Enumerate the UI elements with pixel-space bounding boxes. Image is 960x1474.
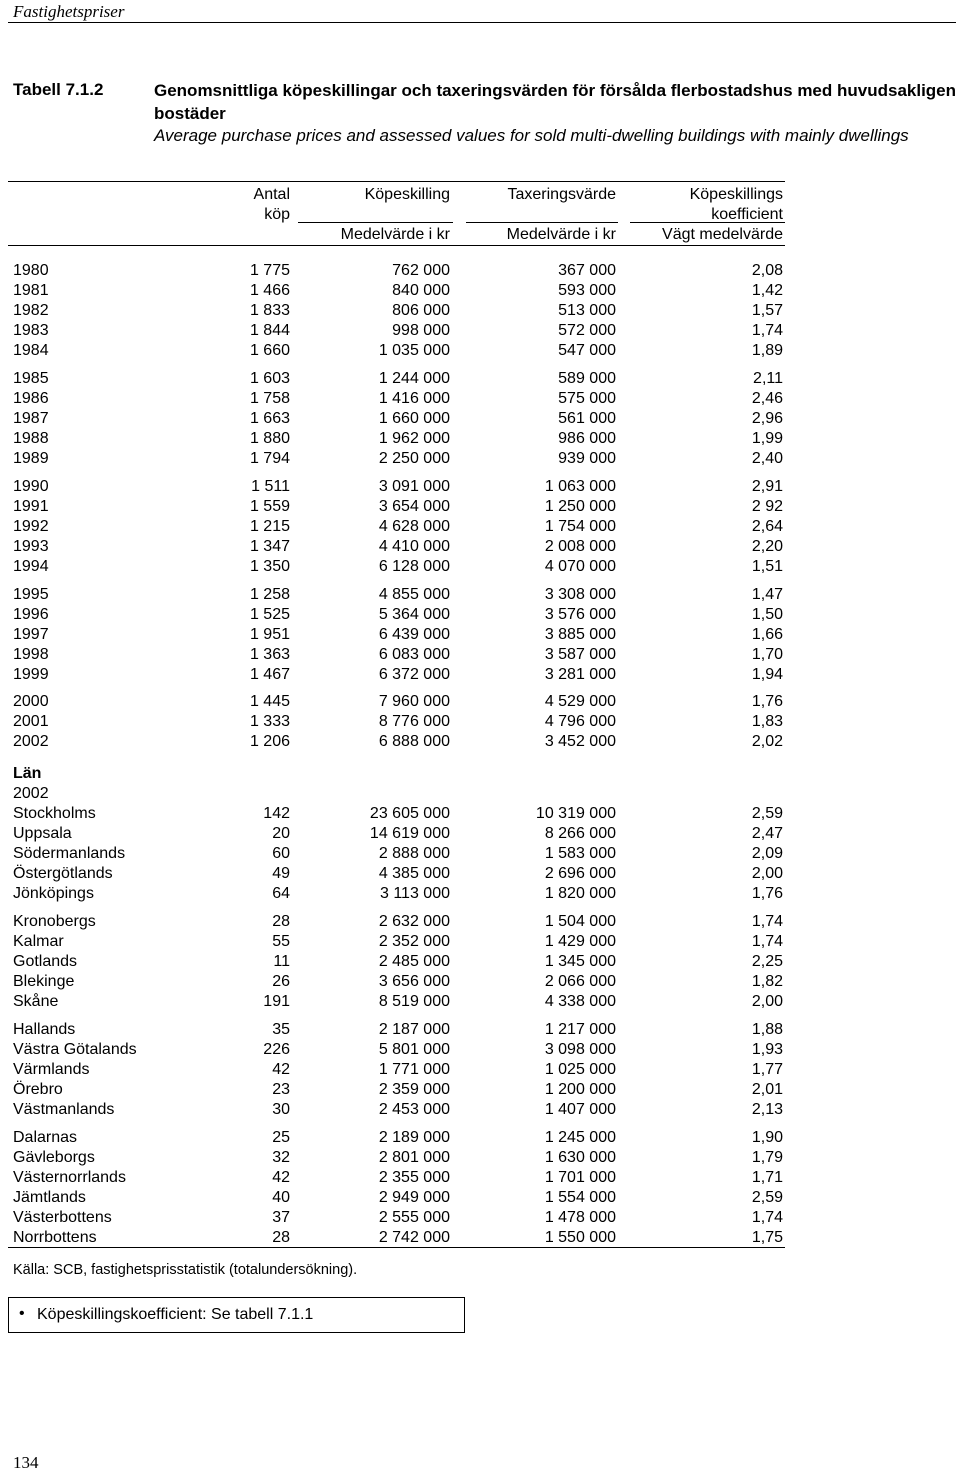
cell-taxeringsvarde: 1 478 000 bbox=[544, 1209, 616, 1226]
cell-antal: 1 880 bbox=[249, 430, 290, 447]
row-label: Stockholms bbox=[13, 805, 96, 822]
table-row bbox=[0, 1228, 960, 1248]
table-row bbox=[0, 389, 960, 409]
table-row bbox=[0, 972, 960, 992]
cell-antal: 1 467 bbox=[249, 666, 290, 683]
cell-kopeskilling: 6 439 000 bbox=[378, 626, 450, 643]
title-swedish: Genomsnittliga köpeskillingar och taxeringsvärden för försålda flerbostadshus med huvudsakligen bostäder bbox=[154, 81, 957, 123]
cell-koefficient: 2,01 bbox=[751, 1081, 783, 1098]
col-kopeskilling: Köpeskilling bbox=[364, 186, 450, 203]
table-row bbox=[0, 537, 960, 557]
cell-koefficient: 2,59 bbox=[751, 1189, 783, 1206]
table-row bbox=[0, 804, 960, 824]
cell-taxeringsvarde: 3 308 000 bbox=[544, 586, 616, 603]
cell-taxeringsvarde: 1 820 000 bbox=[544, 885, 616, 902]
cell-kopeskilling: 1 660 000 bbox=[378, 410, 450, 427]
cell-antal: 28 bbox=[272, 1229, 290, 1246]
row-label: 1998 bbox=[13, 646, 49, 663]
cell-kopeskilling: 4 855 000 bbox=[378, 586, 450, 603]
cell-koefficient: 1,74 bbox=[751, 322, 783, 339]
cell-koefficient: 1,93 bbox=[751, 1041, 783, 1058]
table-row bbox=[0, 1100, 960, 1120]
cell-koefficient: 2,25 bbox=[751, 953, 783, 970]
koef-sub-rule bbox=[630, 222, 785, 223]
cell-kopeskilling: 762 000 bbox=[392, 262, 450, 279]
table-row bbox=[0, 369, 960, 389]
cell-kopeskilling: 2 888 000 bbox=[378, 845, 450, 862]
cell-antal: 55 bbox=[272, 933, 290, 950]
cell-kopeskilling: 4 410 000 bbox=[378, 538, 450, 555]
cell-antal: 30 bbox=[272, 1101, 290, 1118]
row-label: Skåne bbox=[13, 993, 59, 1010]
cell-kopeskilling: 6 888 000 bbox=[378, 733, 450, 750]
cell-taxeringsvarde: 3 452 000 bbox=[544, 733, 616, 750]
cell-taxeringsvarde: 3 576 000 bbox=[544, 606, 616, 623]
row-label: Hallands bbox=[13, 1021, 76, 1038]
table-row bbox=[0, 1040, 960, 1060]
col-tax-sub: Medelvärde i kr bbox=[506, 226, 616, 243]
row-label: Jönköpings bbox=[13, 885, 94, 902]
table-row bbox=[0, 712, 960, 732]
cell-taxeringsvarde: 1 550 000 bbox=[544, 1229, 616, 1246]
cell-taxeringsvarde: 589 000 bbox=[558, 370, 616, 387]
row-label: 1981 bbox=[13, 282, 49, 299]
table-row bbox=[0, 409, 960, 429]
cell-kopeskilling: 2 632 000 bbox=[378, 913, 450, 930]
cell-antal: 1 559 bbox=[249, 498, 290, 515]
cell-antal: 191 bbox=[263, 993, 290, 1010]
table-row bbox=[0, 625, 960, 645]
cell-koefficient: 2,11 bbox=[753, 370, 783, 387]
cell-antal: 37 bbox=[272, 1209, 290, 1226]
table-row bbox=[0, 1060, 960, 1080]
col-taxeringsvarde: Taxeringsvärde bbox=[507, 186, 616, 203]
header-bottom-rule bbox=[8, 245, 785, 246]
cell-koefficient: 2,13 bbox=[751, 1101, 783, 1118]
cell-antal: 11 bbox=[273, 953, 290, 970]
row-label: Gävleborgs bbox=[13, 1149, 95, 1166]
cell-taxeringsvarde: 2 696 000 bbox=[544, 865, 616, 882]
cell-antal: 1 775 bbox=[249, 262, 290, 279]
cell-koefficient: 1,76 bbox=[751, 693, 783, 710]
table-row bbox=[0, 605, 960, 625]
table-row bbox=[0, 301, 960, 321]
cell-kopeskilling: 23 605 000 bbox=[369, 805, 450, 822]
bullet-icon: • bbox=[19, 1305, 25, 1322]
table-row bbox=[0, 1080, 960, 1100]
row-label: Södermanlands bbox=[13, 845, 126, 862]
cell-taxeringsvarde: 1 063 000 bbox=[544, 478, 616, 495]
cell-kopeskilling: 5 801 000 bbox=[378, 1041, 450, 1058]
cell-koefficient: 1,57 bbox=[751, 302, 783, 319]
row-label: 1996 bbox=[13, 606, 49, 623]
cell-kopeskilling: 4 628 000 bbox=[378, 518, 450, 535]
row-label: Västmanlands bbox=[13, 1101, 115, 1118]
cell-koefficient: 1,99 bbox=[751, 430, 783, 447]
cell-koefficient: 1,74 bbox=[751, 933, 783, 950]
cell-antal: 35 bbox=[272, 1021, 290, 1038]
row-label: 1984 bbox=[13, 342, 49, 359]
row-label: 1982 bbox=[13, 302, 49, 319]
row-label: 2000 bbox=[13, 693, 49, 710]
row-label: Örebro bbox=[13, 1081, 63, 1098]
cell-kopeskilling: 14 619 000 bbox=[369, 825, 450, 842]
table-row bbox=[0, 497, 960, 517]
table-row bbox=[0, 1188, 960, 1208]
cell-kopeskilling: 1 962 000 bbox=[378, 430, 450, 447]
cell-antal: 1 363 bbox=[249, 646, 290, 663]
cell-koefficient: 2,00 bbox=[751, 865, 783, 882]
cell-taxeringsvarde: 1 630 000 bbox=[544, 1149, 616, 1166]
cell-koefficient: 2,40 bbox=[751, 450, 783, 467]
cell-antal: 1 844 bbox=[249, 322, 290, 339]
cell-antal: 1 206 bbox=[249, 733, 290, 750]
cell-taxeringsvarde: 1 701 000 bbox=[544, 1169, 616, 1186]
cell-kopeskilling: 6 372 000 bbox=[378, 666, 450, 683]
cell-taxeringsvarde: 513 000 bbox=[558, 302, 616, 319]
cell-kopeskilling: 2 189 000 bbox=[378, 1129, 450, 1146]
table-row bbox=[0, 341, 960, 361]
row-label: Jämtlands bbox=[13, 1189, 86, 1206]
cell-koefficient: 2,09 bbox=[751, 845, 783, 862]
cell-kopeskilling: 806 000 bbox=[392, 302, 450, 319]
cell-antal: 142 bbox=[263, 805, 290, 822]
cell-taxeringsvarde: 547 000 bbox=[558, 342, 616, 359]
cell-taxeringsvarde: 3 281 000 bbox=[544, 666, 616, 683]
row-label: 1994 bbox=[13, 558, 49, 575]
cell-koefficient: 1,89 bbox=[751, 342, 783, 359]
table-row bbox=[0, 912, 960, 932]
cell-antal: 1 794 bbox=[249, 450, 290, 467]
cell-kopeskilling: 2 187 000 bbox=[378, 1021, 450, 1038]
row-label: 1988 bbox=[13, 430, 49, 447]
cell-antal: 40 bbox=[272, 1189, 290, 1206]
row-label: 1991 bbox=[13, 498, 49, 515]
cell-kopeskilling: 8 519 000 bbox=[378, 993, 450, 1010]
cell-taxeringsvarde: 2 066 000 bbox=[544, 973, 616, 990]
cell-antal: 1 445 bbox=[249, 693, 290, 710]
cell-taxeringsvarde: 1 245 000 bbox=[544, 1129, 616, 1146]
cell-kopeskilling: 2 355 000 bbox=[378, 1169, 450, 1186]
cell-antal: 1 350 bbox=[249, 558, 290, 575]
table-title bbox=[154, 80, 960, 148]
row-label: Västerbottens bbox=[13, 1209, 112, 1226]
cell-antal: 42 bbox=[272, 1169, 290, 1186]
cell-taxeringsvarde: 1 250 000 bbox=[544, 498, 616, 515]
row-label: Kronobergs bbox=[13, 913, 96, 930]
col-antal: Antal köp bbox=[253, 186, 290, 223]
table-row bbox=[0, 992, 960, 1012]
cell-koefficient: 2,08 bbox=[751, 262, 783, 279]
cell-taxeringsvarde: 367 000 bbox=[558, 262, 616, 279]
table-row bbox=[0, 429, 960, 449]
table-row bbox=[0, 1148, 960, 1168]
cell-koefficient: 2,46 bbox=[751, 390, 783, 407]
cell-kopeskilling: 1 771 000 bbox=[378, 1061, 450, 1078]
table-row bbox=[0, 864, 960, 884]
cell-kopeskilling: 8 776 000 bbox=[378, 713, 450, 730]
table-row bbox=[0, 824, 960, 844]
cell-koefficient: 1,51 bbox=[751, 558, 783, 575]
cell-koefficient: 1,70 bbox=[751, 646, 783, 663]
cell-antal: 1 951 bbox=[249, 626, 290, 643]
row-label: 1992 bbox=[13, 518, 49, 535]
cell-koefficient: 2,00 bbox=[751, 993, 783, 1010]
cell-koefficient: 1,94 bbox=[751, 666, 783, 683]
row-label: Västra Götalands bbox=[13, 1041, 137, 1058]
row-label: Västernorrlands bbox=[13, 1169, 126, 1186]
cell-antal: 226 bbox=[263, 1041, 290, 1058]
cell-antal: 32 bbox=[272, 1149, 290, 1166]
title-english: Average purchase prices and assessed values for sold multi-dwelling buildings with mainly dwellings bbox=[154, 126, 909, 145]
cell-kopeskilling: 2 250 000 bbox=[378, 450, 450, 467]
table-row bbox=[0, 1168, 960, 1188]
table-row bbox=[0, 692, 960, 712]
cell-antal: 28 bbox=[272, 913, 290, 930]
cell-taxeringsvarde: 1 754 000 bbox=[544, 518, 616, 535]
cell-antal: 1 663 bbox=[249, 410, 290, 427]
cell-koefficient: 2 92 bbox=[751, 498, 783, 515]
cell-koefficient: 1,88 bbox=[751, 1021, 783, 1038]
cell-taxeringsvarde: 4 529 000 bbox=[544, 693, 616, 710]
table-row bbox=[0, 1208, 960, 1228]
row-label: 1990 bbox=[13, 478, 49, 495]
cell-koefficient: 1,71 bbox=[751, 1169, 783, 1186]
cell-taxeringsvarde: 593 000 bbox=[558, 282, 616, 299]
cell-taxeringsvarde: 4 796 000 bbox=[544, 713, 616, 730]
table-row bbox=[0, 932, 960, 952]
table-row bbox=[0, 1128, 960, 1148]
cell-taxeringsvarde: 939 000 bbox=[558, 450, 616, 467]
cell-koefficient: 1,50 bbox=[751, 606, 783, 623]
cell-koefficient: 1,75 bbox=[751, 1229, 783, 1246]
row-label: 2002 bbox=[13, 733, 49, 750]
cell-antal: 20 bbox=[272, 825, 290, 842]
table-row bbox=[0, 557, 960, 577]
cell-kopeskilling: 3 654 000 bbox=[378, 498, 450, 515]
table-row bbox=[0, 585, 960, 605]
row-label: Dalarnas bbox=[13, 1129, 78, 1146]
cell-taxeringsvarde: 3 098 000 bbox=[544, 1041, 616, 1058]
row-label: 1987 bbox=[13, 410, 49, 427]
cell-taxeringsvarde: 4 338 000 bbox=[544, 993, 616, 1010]
cell-kopeskilling: 1 035 000 bbox=[378, 342, 450, 359]
cell-taxeringsvarde: 1 583 000 bbox=[544, 845, 616, 862]
cell-koefficient: 2,96 bbox=[751, 410, 783, 427]
row-label: 1999 bbox=[13, 666, 49, 683]
cell-antal: 1 258 bbox=[249, 586, 290, 603]
note-box bbox=[8, 1297, 465, 1333]
cell-kopeskilling: 1 244 000 bbox=[378, 370, 450, 387]
source-note: Källa: SCB, fastighetsprisstatistik (totalundersökning). bbox=[13, 1262, 358, 1278]
cell-koefficient: 2,02 bbox=[751, 733, 783, 750]
cell-koefficient: 1,76 bbox=[751, 885, 783, 902]
cell-antal: 1 347 bbox=[249, 538, 290, 555]
cell-kopeskilling: 840 000 bbox=[392, 282, 450, 299]
row-label: Gotlands bbox=[13, 953, 78, 970]
cell-kopeskilling: 5 364 000 bbox=[378, 606, 450, 623]
cell-koefficient: 1,77 bbox=[751, 1061, 783, 1078]
table-number: Tabell 7.1.2 bbox=[13, 80, 104, 99]
row-label: 1995 bbox=[13, 586, 49, 603]
cell-antal: 42 bbox=[272, 1061, 290, 1078]
cell-koefficient: 2,20 bbox=[751, 538, 783, 555]
cell-antal: 1 603 bbox=[249, 370, 290, 387]
table-bottom-rule bbox=[8, 1247, 785, 1248]
cell-antal: 1 833 bbox=[249, 302, 290, 319]
table-row bbox=[0, 884, 960, 904]
cell-taxeringsvarde: 4 070 000 bbox=[544, 558, 616, 575]
cell-taxeringsvarde: 575 000 bbox=[558, 390, 616, 407]
row-label: Blekinge bbox=[13, 973, 75, 990]
cell-koefficient: 1,83 bbox=[751, 713, 783, 730]
row-label: Östergötlands bbox=[13, 865, 113, 882]
cell-antal: 25 bbox=[272, 1129, 290, 1146]
cell-kopeskilling: 3 113 000 bbox=[380, 885, 450, 902]
page-number: 134 bbox=[13, 1453, 39, 1472]
table-row bbox=[0, 1020, 960, 1040]
col-kop-sub: Medelvärde i kr bbox=[340, 226, 450, 243]
cell-taxeringsvarde: 1 407 000 bbox=[544, 1101, 616, 1118]
row-label: 1986 bbox=[13, 390, 49, 407]
cell-koefficient: 1,79 bbox=[751, 1149, 783, 1166]
cell-koefficient: 1,66 bbox=[751, 626, 783, 643]
cell-taxeringsvarde: 3 885 000 bbox=[544, 626, 616, 643]
cell-kopeskilling: 7 960 000 bbox=[378, 693, 450, 710]
lan-heading: Län bbox=[13, 765, 42, 782]
table-row bbox=[0, 732, 960, 752]
table-row bbox=[0, 261, 960, 281]
cell-kopeskilling: 2 801 000 bbox=[378, 1149, 450, 1166]
col-koef-sub: Vägt medelvärde bbox=[662, 226, 783, 243]
cell-antal: 1 333 bbox=[249, 713, 290, 730]
table-row bbox=[0, 952, 960, 972]
row-label: 1985 bbox=[13, 370, 49, 387]
cell-kopeskilling: 2 359 000 bbox=[378, 1081, 450, 1098]
cell-antal: 1 511 bbox=[251, 478, 290, 495]
row-label: 1993 bbox=[13, 538, 49, 555]
cell-koefficient: 1,47 bbox=[751, 586, 783, 603]
row-label: 1989 bbox=[13, 450, 49, 467]
cell-taxeringsvarde: 1 504 000 bbox=[544, 913, 616, 930]
row-label: 2001 bbox=[13, 713, 49, 730]
row-label: 1983 bbox=[13, 322, 49, 339]
row-label: Värmlands bbox=[13, 1061, 90, 1078]
table-row bbox=[0, 517, 960, 537]
lan-year: 2002 bbox=[13, 785, 49, 802]
table-row bbox=[0, 449, 960, 469]
cell-taxeringsvarde: 10 319 000 bbox=[535, 805, 616, 822]
table-top-rule bbox=[8, 181, 785, 182]
note-text: Köpeskillingskoefficient: Se tabell 7.1.1 bbox=[37, 1306, 314, 1323]
cell-kopeskilling: 2 555 000 bbox=[378, 1209, 450, 1226]
cell-taxeringsvarde: 3 587 000 bbox=[544, 646, 616, 663]
cell-antal: 49 bbox=[272, 865, 290, 882]
cell-koefficient: 1,74 bbox=[751, 913, 783, 930]
cell-antal: 64 bbox=[272, 885, 290, 902]
tax-sub-rule bbox=[466, 222, 618, 223]
table-row bbox=[0, 477, 960, 497]
cell-taxeringsvarde: 561 000 bbox=[558, 410, 616, 427]
header-rule bbox=[8, 22, 956, 23]
cell-koefficient: 2,64 bbox=[751, 518, 783, 535]
cell-koefficient: 2,59 bbox=[751, 805, 783, 822]
row-label: Kalmar bbox=[13, 933, 64, 950]
cell-kopeskilling: 998 000 bbox=[392, 322, 450, 339]
cell-antal: 1 758 bbox=[249, 390, 290, 407]
row-label: 1997 bbox=[13, 626, 49, 643]
table-row bbox=[0, 281, 960, 301]
cell-koefficient: 2,47 bbox=[751, 825, 783, 842]
cell-kopeskilling: 6 128 000 bbox=[378, 558, 450, 575]
cell-antal: 26 bbox=[272, 973, 290, 990]
cell-kopeskilling: 1 416 000 bbox=[378, 390, 450, 407]
row-label: 1980 bbox=[13, 262, 49, 279]
cell-antal: 1 215 bbox=[249, 518, 290, 535]
table-row bbox=[0, 665, 960, 685]
cell-antal: 23 bbox=[272, 1081, 290, 1098]
row-label: Uppsala bbox=[13, 825, 72, 842]
cell-koefficient: 1,74 bbox=[751, 1209, 783, 1226]
cell-antal: 1 525 bbox=[249, 606, 290, 623]
row-label: Norrbottens bbox=[13, 1229, 97, 1246]
running-header: Fastighetspriser bbox=[13, 2, 125, 21]
cell-kopeskilling: 3 656 000 bbox=[378, 973, 450, 990]
cell-kopeskilling: 6 083 000 bbox=[378, 646, 450, 663]
kop-sub-rule bbox=[298, 222, 453, 223]
cell-kopeskilling: 3 091 000 bbox=[378, 478, 450, 495]
table-row bbox=[0, 645, 960, 665]
cell-antal: 60 bbox=[272, 845, 290, 862]
cell-taxeringsvarde: 8 266 000 bbox=[544, 825, 616, 842]
cell-taxeringsvarde: 1 554 000 bbox=[544, 1189, 616, 1206]
cell-kopeskilling: 2 453 000 bbox=[378, 1101, 450, 1118]
table-row bbox=[0, 321, 960, 341]
cell-koefficient: 1,42 bbox=[751, 282, 783, 299]
cell-antal: 1 660 bbox=[249, 342, 290, 359]
cell-kopeskilling: 2 742 000 bbox=[378, 1229, 450, 1246]
cell-koefficient: 1,82 bbox=[751, 973, 783, 990]
cell-antal: 1 466 bbox=[249, 282, 290, 299]
cell-taxeringsvarde: 1 429 000 bbox=[544, 933, 616, 950]
cell-kopeskilling: 4 385 000 bbox=[378, 865, 450, 882]
cell-koefficient: 1,90 bbox=[751, 1129, 783, 1146]
cell-kopeskilling: 2 949 000 bbox=[378, 1189, 450, 1206]
cell-taxeringsvarde: 2 008 000 bbox=[544, 538, 616, 555]
cell-kopeskilling: 2 352 000 bbox=[378, 933, 450, 950]
cell-koefficient: 2,91 bbox=[751, 478, 783, 495]
cell-kopeskilling: 2 485 000 bbox=[378, 953, 450, 970]
cell-taxeringsvarde: 572 000 bbox=[558, 322, 616, 339]
table-row bbox=[0, 844, 960, 864]
cell-taxeringsvarde: 1 217 000 bbox=[544, 1021, 616, 1038]
cell-taxeringsvarde: 1 200 000 bbox=[544, 1081, 616, 1098]
cell-taxeringsvarde: 1 025 000 bbox=[544, 1061, 616, 1078]
cell-taxeringsvarde: 986 000 bbox=[558, 430, 616, 447]
col-koefficient: Köpeskillings koefficient bbox=[689, 186, 783, 223]
cell-taxeringsvarde: 1 345 000 bbox=[544, 953, 616, 970]
